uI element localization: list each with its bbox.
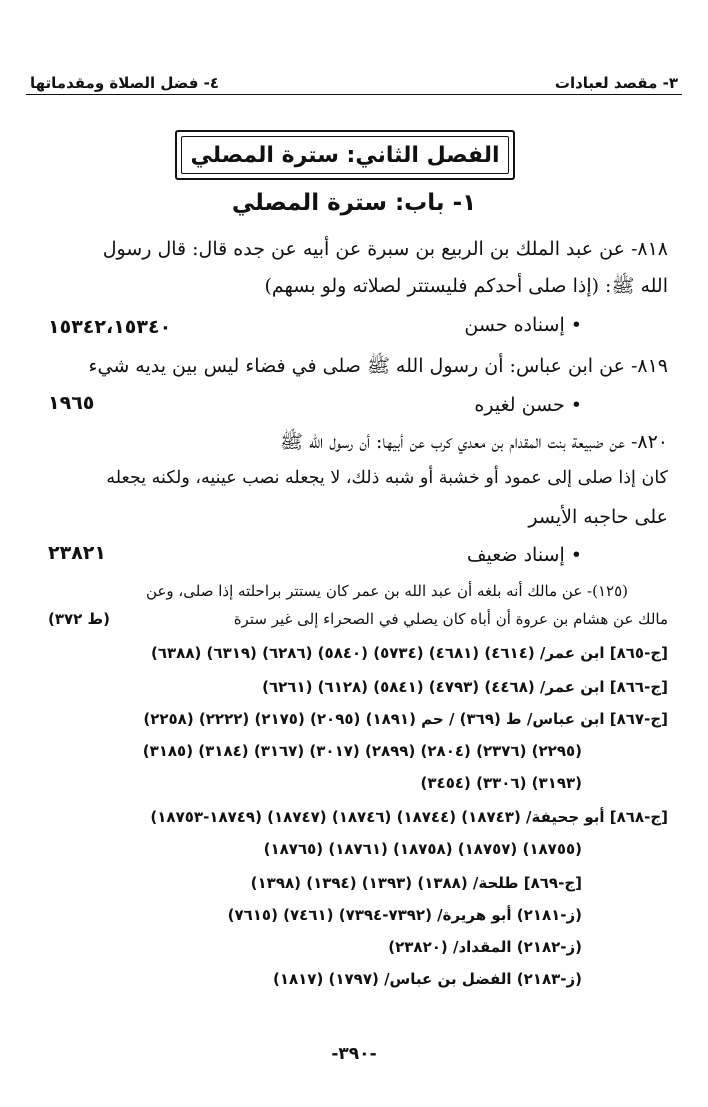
running-head — [30, 66, 678, 92]
hadith-820-numbers: ٢٣٨٢١ — [48, 542, 106, 564]
book-page: ٣- مقصد لعبادات ٤- فضل الصلاة ومقدماتها الفصل الثاني: سترة المصلي ١- باب: سترة المصلي ٨١٨- عن عبد الملك بن الربيع بن سبرة عن أبيه عن جده قال: قال رسول الله ﷺ: (إذا صلى أحدكم فليستتر لصلاته ولو بسهم) • إسناده حسن ١٥٣٤٢،١٥٣٤٠ ٨١٩- عن ابن عباس: أن رسول الله ﷺ صلى في فضاء ليس بين يديه شيء • حسن لغيره ١٩٦٥ ٨٢٠- عن ضبيعة بنت المقدام بن معدي كرب عن أبيها: أن رسول الله ﷺ كان إذا صلى إلى عمود أو خشبة أو شبه ذلك، لا يجعله نصب عينيه، ولكنه يجعله على حاجبه الأيسر • إسناد ضعيف ٢٣٨٢١ (١٢٥)- عن مالك أنه بلغه أن عبد الله بن عمر كان يستتر براحلته إذا صلى، وعن مالك عن هشام بن عروة أن أباه كان يصلي في الصحراء إلى غير سترة (ط ٣٧٢) [ج-٨٦٥] ابن عمر/ (٤٦١٤) (٤٦٨١) (٥٧٣٤) (٥٨٤٠) (٦٢٨٦) (٦٣١٩) (٦٣٨٨) [ج-٨٦٦] ابن عمر/ (٤٤٦٨) (٤٧٩٣) (٥٨٤١) (٦١٢٨) (٦٢٦١) [ج-٨٦٧] ابن عباس/ ط (٣٦٩) / حم (١٨٩١) (٢٠٩٥) (٢١٧٥) (٢٢٢٢) (٢٢٥٨) (٢٢٩٥) (٢٣٧٦) (٢٨٠٤) (٢٨٩٩) (٣٠١٧) (٣١٦٧) (٣١٨٤) (٣١٨٥) (٣١٩٣) (٣٣٠٦) (٣٤٥٤) [ج-٨٦٨] أبو جحيفة/ (١٨٧٤٣) (١٨٧٤٤) (١٨٧٤٦) (١٨٧٤٧) (١٨٧٤٩-١٨٧٥٣) (١٨٧٥٥) (١٨٧٥٧) (١٨٧٥٨) (١٨٧٦١) (١٨٧٦٥) [ج-٨٦٩] طلحة/ (١٣٨٨) (١٣٩٣) (١٣٩٤) (١٣٩٨) (ز-٢١٨١) أبو هريرة/ (٧٣٩٢-٧٣٩٤) (٧٤٦١) (٧٦١٥) (ز-٢١٨٢) المقداد/ (٢٣٨٢٠) (ز-٢١٨٣) الفضل بن عباس/ (١٧٩٧) (١٨١٧) -٣٩٠- — [0, 0, 708, 1107]
hadith-820-grade: • إسناد ضعيف — [466, 544, 582, 566]
hadith-818-numbers: ١٥٣٤٢،١٥٣٤٠ — [48, 316, 172, 338]
hadith-818-grade: • إسناده حسن — [464, 314, 582, 336]
malik-note-ref: (ط ٣٧٢) — [48, 610, 110, 628]
hadith-819-grade: • حسن لغيره — [474, 394, 582, 416]
running-head-right: ٣- مقصد لعبادات — [554, 74, 678, 92]
chapter-title: الفصل الثاني: سترة المصلي — [181, 136, 509, 174]
running-head-left: ٤- فضل الصلاة ومقدماتها — [30, 74, 219, 92]
header-rule — [26, 94, 682, 95]
chapter-title-box — [175, 130, 515, 180]
section-title: ١- باب: سترة المصلي — [231, 190, 477, 216]
hadith-819-numbers: ١٩٦٥ — [48, 392, 95, 414]
page-number: -٣٩٠- — [331, 1044, 377, 1064]
